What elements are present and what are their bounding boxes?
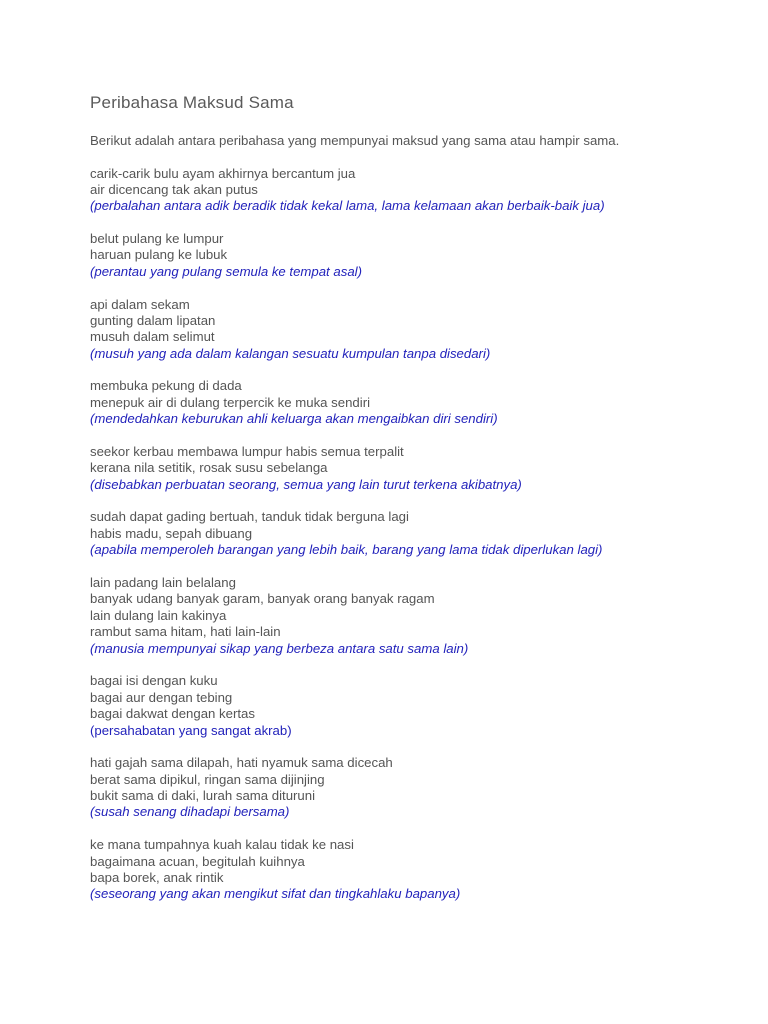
proverb-line: rambut sama hitam, hati lain-lain — [90, 624, 281, 640]
proverb-line: hati gajah sama dilapah, hati nyamuk sama dicecah — [90, 755, 393, 771]
proverb-meaning: (perbalahan antara adik beradik tidak kekal lama, lama kelamaan akan berbaik-baik jua) — [90, 198, 605, 214]
proverb-line: air dicencang tak akan putus — [90, 181, 258, 197]
proverb-line: haruan pulang ke lubuk — [90, 247, 228, 263]
proverb-line: lain padang lain belalang — [90, 575, 236, 590]
proverb-line: bagai aur dengan tebing — [90, 689, 233, 705]
proverb-group-6 — [90, 509, 730, 558]
document-page — [90, 92, 730, 919]
page-title: Peribahasa Maksud Sama — [90, 93, 294, 112]
proverb-meaning: (perantau yang pulang semula ke tempat asal) — [90, 263, 362, 279]
proverb-line: gunting dalam lipatan — [90, 312, 216, 328]
proverb-group-8 — [90, 673, 730, 739]
proverb-group-10 — [90, 837, 730, 903]
proverb-line: banyak udang banyak garam, banyak orang banyak ragam — [90, 591, 435, 607]
proverb-group-1 — [90, 166, 730, 215]
proverb-meaning: (musuh yang ada dalam kalangan sesuatu kumpulan tanpa disedari) — [90, 345, 491, 361]
proverb-line: api dalam sekam — [90, 296, 190, 312]
proverb-meaning: (disebabkan perbuatan seorang, semua yang lain turut terkena akibatnya) — [90, 476, 522, 492]
proverb-meaning: (susah senang dihadapi bersama) — [90, 804, 290, 820]
proverb-meaning: (manusia mempunyai sikap yang berbeza antara satu sama lain) — [90, 640, 469, 656]
proverb-group-4 — [90, 378, 730, 427]
proverb-group-5 — [90, 444, 730, 493]
proverb-line: bagai dakwat dengan kertas — [90, 706, 255, 722]
proverb-line: bukit sama di daki, lurah sama dituruni — [90, 788, 316, 804]
proverb-line: musuh dalam selimut — [90, 329, 215, 345]
proverb-line: sudah dapat gading bertuah, tanduk tidak berguna lagi — [90, 509, 409, 525]
proverb-line: menepuk air di dulang terpercik ke muka sendiri — [90, 394, 371, 410]
proverb-meaning: (mendedahkan keburukan ahli keluarga akan mengaibkan diri sendiri) — [90, 411, 498, 427]
proverb-meaning: (apabila memperoleh barangan yang lebih baik, barang yang lama tidak diperlukan lagi) — [90, 542, 603, 558]
proverb-line: membuka pekung di dada — [90, 378, 242, 394]
proverb-line: belut pulang ke lumpur — [90, 231, 224, 247]
proverb-line: ke mana tumpahnya kuah kalau tidak ke nasi — [90, 837, 354, 853]
proverb-line: carik-carik bulu ayam akhirnya bercantum jua — [90, 165, 356, 181]
proverb-line: bapa borek, anak rintik — [90, 869, 224, 885]
proverb-line: habis madu, sepah dibuang — [90, 525, 253, 541]
proverb-group-9 — [90, 755, 730, 821]
proverb-group-2 — [90, 231, 730, 280]
proverb-meaning: (persahabatan yang sangat akrab) — [90, 722, 292, 738]
proverb-line: bagai isi dengan kuku — [90, 673, 218, 689]
proverb-line: seekor kerbau membawa lumpur habis semua terpalit — [90, 443, 404, 459]
proverb-line: kerana nila setitik, rosak susu sebelanga — [90, 460, 328, 476]
proverb-group-3 — [90, 297, 730, 363]
proverb-group-7 — [90, 575, 730, 657]
proverb-line: lain dulang lain kakinya — [90, 607, 227, 623]
proverb-line: berat sama dipikul, ringan sama dijinjing — [90, 771, 325, 787]
proverb-line: bagaimana acuan, begitulah kuihnya — [90, 853, 305, 869]
proverb-meaning: (seseorang yang akan mengikut sifat dan tingkahlaku bapanya) — [90, 886, 461, 902]
intro-paragraph: Berikut adalah antara peribahasa yang mempunyai maksud yang sama atau hampir sama. — [90, 133, 620, 148]
